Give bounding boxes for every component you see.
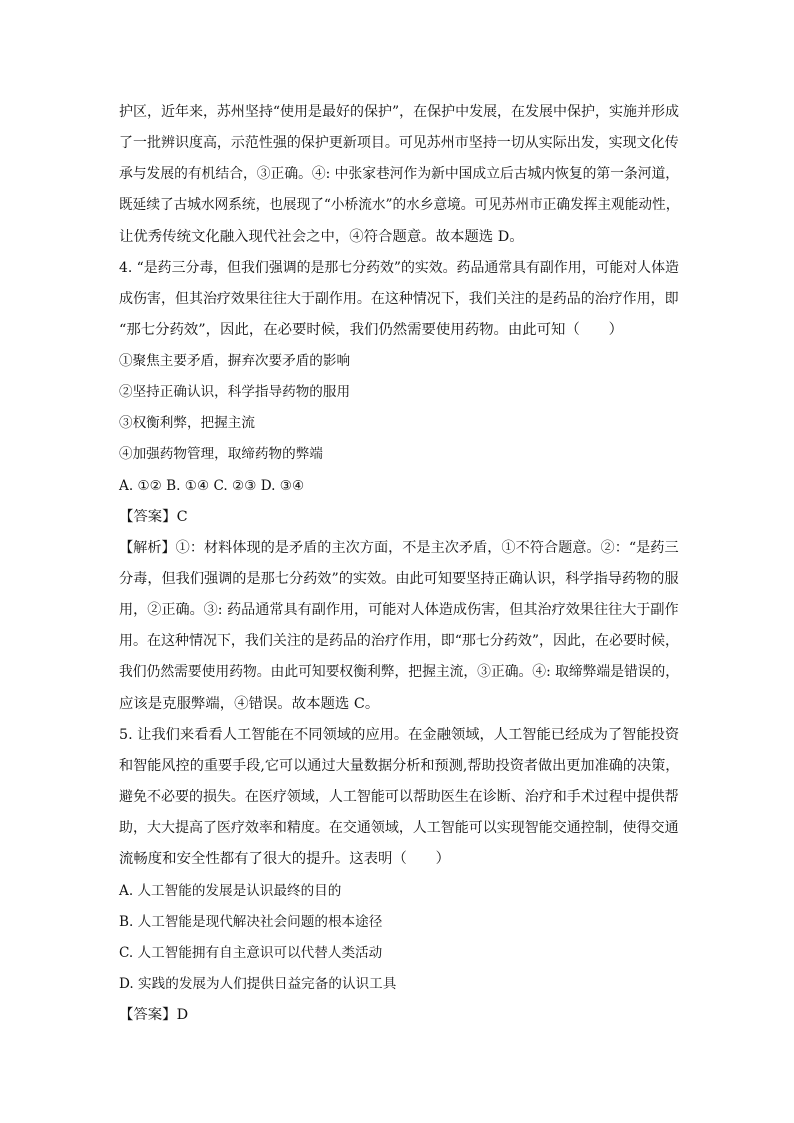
question-4-choices: A. ①② B. ①④ C. ②③ D. ③④ [119, 478, 305, 494]
question-4-answer: 【答案】C [119, 509, 188, 525]
text-line: 我们仍然需要使用药物。由此可知要权衡利弊，把握主流，③正确。④: 取缔弊端是错误的， [119, 664, 680, 680]
text-line: 成伤害，但其治疗效果往往大于副作用。在这种情况下，我们关注的是药品的治疗作用，即 [119, 291, 679, 307]
text-line: 应该是克服弊端，④错误。故本题选 C。 [119, 696, 380, 712]
text-line: “那七分药效”，因此，在必要时候，我们仍然需要使用药物。由此可知（ ） [119, 322, 623, 338]
question-5-stem: 5. 让我们来看看人工智能在不同领域的应用。在金融领域，人工智能已经成为了智能投资 [119, 727, 680, 743]
text-line: 让优秀传统文化融入现代社会之中，④符合题意。故本题选 D。 [119, 229, 524, 245]
text-line: 既延续了古城水网系统，也展现了“小桥流水”的水乡意境。可见苏州市正确发挥主观能动性， [119, 197, 680, 213]
text-line: 和智能风控的重要手段,它可以通过大量数据分析和预测,帮助投资者做出更加准确的决策， [119, 758, 680, 774]
text-line: 用。在这种情况下，我们关注的是药品的治疗作用，即“那七分药效”，因此，在必要时候， [119, 633, 679, 649]
text-line: 流畅度和安全性都有了很大的提升。这表明（ ） [119, 851, 450, 867]
question-5-choice-c: C. 人工智能拥有自主意识可以代替人类活动 [119, 945, 383, 961]
text-line: 避免不必要的损失。在医疗领域，人工智能可以帮助医生在诊断、治疗和手术过程中提供帮 [119, 789, 679, 805]
question-5-choice-b: B. 人工智能是现代解决社会问题的根本途径 [119, 914, 383, 930]
question-4-statement-2: ②坚持正确认识，科学指导药物的服用 [119, 384, 351, 400]
question-4-statement-1: ①聚焦主要矛盾，摒弃次要矛盾的影响 [119, 353, 351, 369]
text-line: 了一批辨识度高，示范性强的保护更新项目。可见苏州市坚持一切从实际出发，实现文化传 [119, 135, 679, 151]
text-line: 承与发展的有机结合，③正确。④: 中张家巷河作为新中国成立后古城内恢复的第一条河道， [119, 166, 680, 182]
question-5-choice-a: A. 人工智能的发展是认识最终的目的 [119, 883, 342, 899]
question-4-statement-3: ③权衡利弊，把握主流 [119, 415, 255, 431]
question-4-statement-4: ④加强药物管理，取缔药物的弊端 [119, 446, 323, 462]
text-line: 护区，近年来，苏州坚持“使用是最好的保护”，在保护中发展，在发展中保护，实施并形成 [119, 104, 679, 120]
text-line: 助，大大提高了医疗效率和精度。在交通领域，人工智能可以实现智能交通控制，使得交通 [119, 820, 679, 836]
question-5-choice-d: D. 实践的发展为人们提供日益完备的认识工具 [119, 976, 397, 992]
text-line: 用，②正确。③: 药品通常具有副作用，可能对人体造成伤害，但其治疗效果往往大于副作 [119, 602, 679, 618]
text-line: 分毒，但我们强调的是那七分药效”的实效。由此可知要坚持正确认识，科学指导药物的服 [119, 571, 679, 587]
question-4-analysis: 【解析】①：材料体现的是矛盾的主次方面，不是主次矛盾，①不符合题意。②：“是药三 [119, 540, 679, 556]
question-5-answer: 【答案】D [119, 1007, 189, 1023]
question-4-stem: 4. “是药三分毒，但我们强调的是那七分药效”的实效。药品通常具有副作用，可能对人体造 [119, 260, 679, 276]
